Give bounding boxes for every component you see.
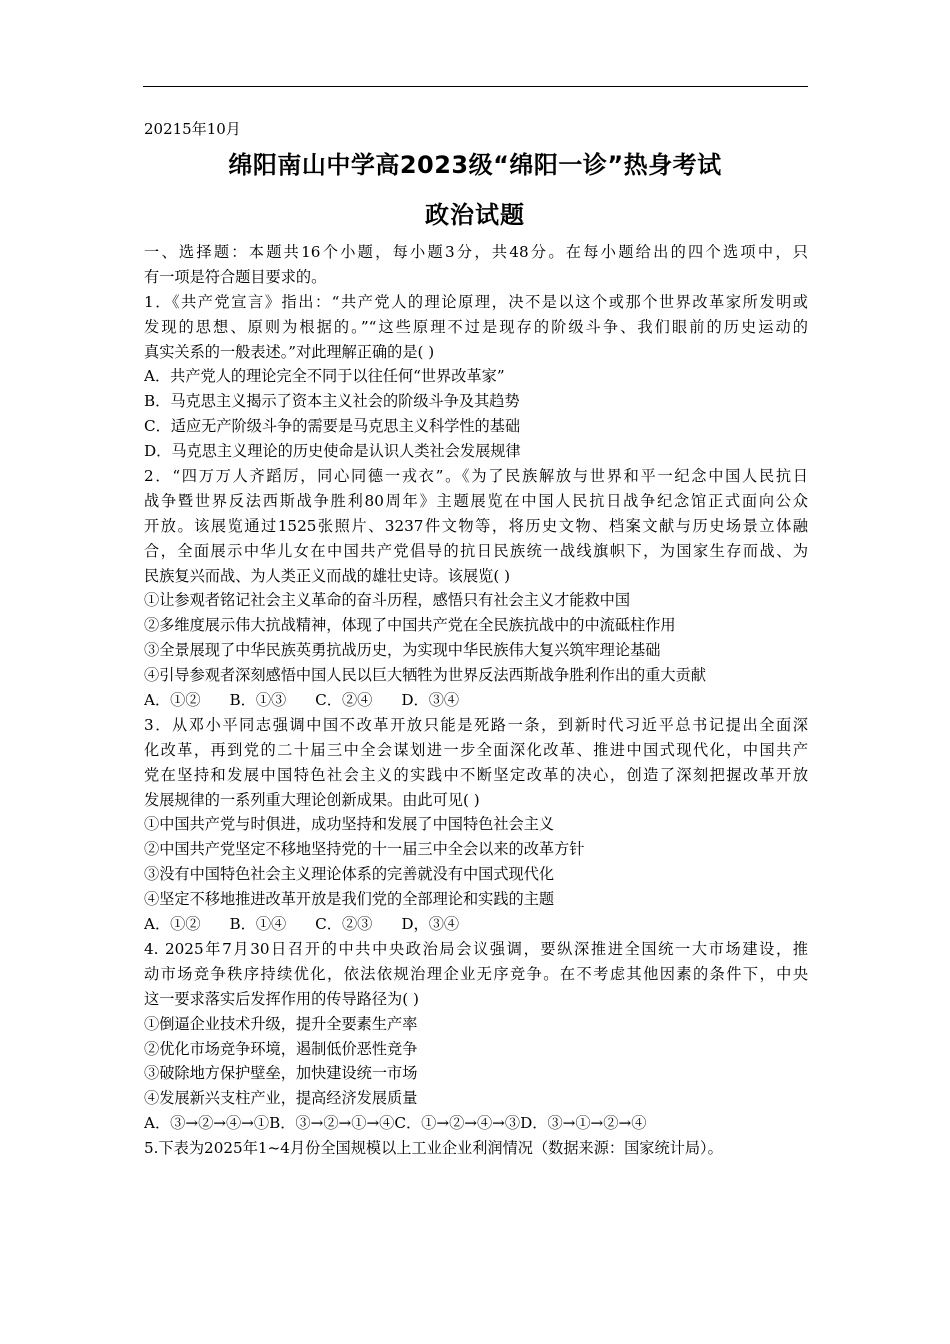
question-stem-line: 4. 2025年7月30日召开的中共中央政治局会议强调，要纵深推进全国统一大市场建设，推 — [144, 939, 808, 958]
statement-item: ④发展新兴支柱产业，提高经济发展质量 — [144, 1089, 418, 1108]
statement-item: ①中国共产党与时俱进，成功坚持和发展了中国特色社会主义 — [144, 815, 555, 834]
answer-options: A．③→②→④→①B．③→②→①→④C．①→②→④→③D．③→①→②→④ — [144, 1114, 647, 1133]
question-stem-line: 党在坚持和发展中国特色社会主义的实践中不断坚定改革的决心，创造了深刻把握改革开放 — [144, 765, 808, 784]
question-stem-line: 发展规律的一系列重大理论创新成果。由此可见( ) — [144, 790, 480, 809]
question-2 — [144, 464, 808, 713]
statement-item: ④坚定不移地推进改革开放是我们党的全部理论和实践的主题 — [144, 890, 555, 909]
question-stem-line: 2．“四万万人齐蹈厉，同心同德一戎衣”。《为了民族解放与世界和平一纪念中国人民抗日 — [144, 467, 808, 486]
statement-item: ③没有中国特色社会主义理论体系的完善就没有中国式现代化 — [144, 865, 555, 884]
answer-choice: C．适应无产阶级斗争的需要是马克思主义科学性的基础 — [144, 417, 521, 436]
answer-options: A．①② B．①④ C．②③ D，③④ — [144, 915, 460, 934]
question-5 — [144, 1136, 808, 1161]
question-stem-line: 合，全面展示中华儿女在中国共产党倡导的抗日民族统一战线旗帜下，为国家生存而战、为 — [144, 541, 808, 560]
question-stem-line: 3．从邓小平同志强调中国不改革开放只能是死路一条，到新时代习近平总书记提出全面深 — [144, 715, 808, 734]
exam-title: 绵阳南山中学高2023级“绵阳一诊”热身考试 — [228, 151, 722, 179]
question-stem-line: 真实关系的一般表述。”对此理解正确的是( ) — [144, 342, 435, 361]
question-stem-line: 民族复兴而战、为人类正义而战的雄壮史诗。该展览( ) — [144, 566, 510, 585]
exam-body — [144, 240, 808, 1161]
answer-choice: D．马克思主义理论的历史使命是认识人类社会发展规律 — [144, 442, 521, 461]
answer-options: A．①② B．①③ C．②④ D．③④ — [144, 691, 460, 710]
section-instructions — [144, 240, 808, 290]
exam-date: 20215年10月 — [144, 120, 241, 138]
statement-item: ②优化市场竞争环境，遏制低价恶性竞争 — [144, 1039, 418, 1058]
statement-item: ①让参观者铭记社会主义革命的奋斗历程，感悟只有社会主义才能救中国 — [144, 591, 630, 610]
statement-item: ③破除地方保护壁垒，加快建设统一市场 — [144, 1064, 418, 1083]
question-3 — [144, 713, 808, 937]
question-stem-line: 战争暨世界反法西斯战争胜利80周年》主题展览在中国人民抗日战争纪念馆正式面向公众 — [144, 491, 808, 510]
statement-item: ④引导参观者深刻感悟中国人民以巨大牺牲为世界反法西斯战争胜利作出的重大贡献 — [144, 666, 706, 685]
statement-item: ②中国共产党坚定不移地坚持党的十一届三中全会以来的改革方针 — [144, 840, 585, 859]
answer-choice: A．共产党人的理论完全不同于以往任何“世界改革家” — [144, 367, 505, 386]
statement-item: ③全景展现了中华民族英勇抗战历史，为实现中华民族伟大复兴筑牢理论基础 — [144, 641, 661, 660]
question-stem-line: 这一要求落实后发挥作用的传导路径为( ) — [144, 989, 419, 1008]
answer-choice: B．马克思主义揭示了资本主义社会的阶级斗争及其趋势 — [144, 392, 520, 411]
statement-item: ①倒逼企业技术升级，提升全要素生产率 — [144, 1014, 418, 1033]
question-stem-line: 1．《共产党宣言》指出：“共产党人的理论原理，决不是以这个或那个世界改革家所发明或 — [144, 292, 808, 311]
question-stem-line: 动市场竞争秩序持续优化，依法依规治理企业无序竞争。在不考虑其他因素的条件下，中央 — [144, 964, 808, 983]
instruction-line: 一、选择题：本题共16个小题，每小题3分，共48分。在每小题给出的四个选项中，只 — [144, 243, 808, 261]
statement-item: ②多维度展示伟大抗战精神，体现了中国共产党在全民族抗战中的中流砥柱作用 — [144, 616, 676, 635]
exam-subtitle: 政治试题 — [425, 201, 525, 229]
header-rule — [143, 86, 808, 87]
question-1 — [144, 290, 808, 464]
question-stem-line: 发现的思想、原则为根据的。”“这些原理不过是现存的阶级斗争、我们眼前的历史运动的 — [144, 317, 808, 336]
instruction-line: 有一项是符合题目要求的。 — [144, 267, 327, 286]
question-stem-line: 5.下表为2025年1~4月份全国规模以上工业企业利润情况（数据来源：国家统计局）。 — [144, 1139, 723, 1158]
question-4 — [144, 937, 808, 1136]
question-stem-line: 开放。该展览通过1525张照片、3237件文物等，将历史文物、档案文献与历史场景立体融 — [144, 516, 808, 535]
question-stem-line: 化改革，再到党的二十届三中全会谋划进一步全面深化改革、推进中国式现代化，中国共产 — [144, 740, 808, 759]
